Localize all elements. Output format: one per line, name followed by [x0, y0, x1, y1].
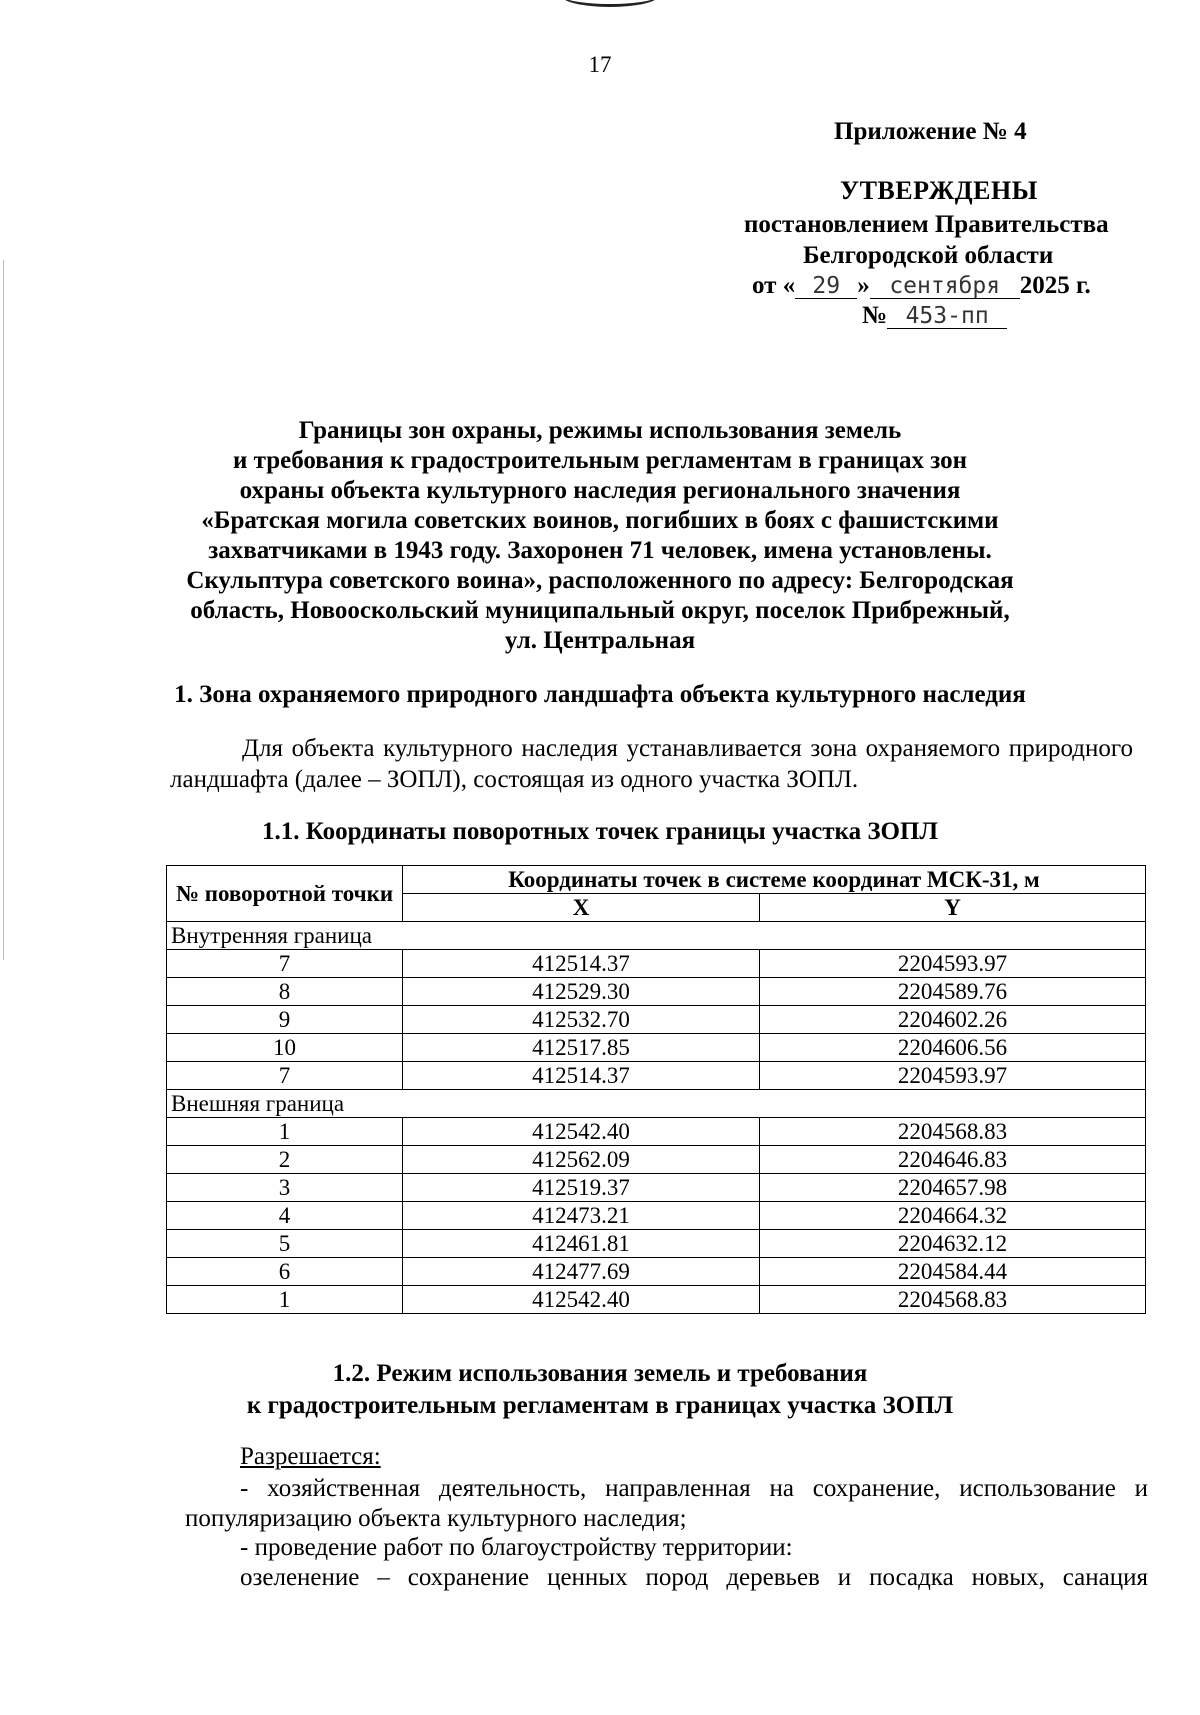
group-row-inner: Внутренняя граница	[167, 922, 1146, 950]
cell-point: 2	[167, 1146, 403, 1174]
cell-y: 2204602.26	[760, 1006, 1146, 1034]
cell-y: 2204568.83	[760, 1118, 1146, 1146]
cell-x: 412473.21	[403, 1202, 760, 1230]
allowed-item-1: - хозяйственная деятельность, направленная на сохранение, использование и популяризацию объекта культурного наследия;	[185, 1475, 1148, 1532]
cell-point: 3	[167, 1174, 403, 1202]
cell-point: 1	[167, 1118, 403, 1146]
appendix-label: Приложение № 4	[834, 118, 1027, 145]
cell-y: 2204646.83	[760, 1146, 1146, 1174]
table-row	[167, 1230, 1146, 1258]
approver-line-1: постановлением Правительства	[744, 211, 1109, 238]
title-line: охраны объекта культурного наследия регионального значения	[239, 477, 961, 504]
cell-x: 412514.37	[403, 1062, 760, 1090]
number-field: 453-пп	[887, 304, 1007, 329]
cell-point: 7	[167, 950, 403, 978]
allowed-item-2: - проведение работ по благоустройству территории:	[240, 1534, 793, 1561]
date-day-field: 29	[795, 274, 857, 299]
cell-y: 2204593.97	[760, 1062, 1146, 1090]
date-year: 2025 г.	[1019, 272, 1091, 299]
title-line: захватчиками в 1943 году. Захоронен 71 человек, имена установлены.	[208, 537, 992, 564]
cell-y: 2204657.98	[760, 1174, 1146, 1202]
header-y: Y	[760, 894, 1146, 922]
cell-y: 2204568.83	[760, 1286, 1146, 1314]
date-mid: »	[857, 272, 870, 299]
cell-x: 412517.85	[403, 1034, 760, 1062]
approver-line-2: Белгородской области	[803, 242, 1054, 269]
cell-x: 412529.30	[403, 978, 760, 1006]
header-x: X	[403, 894, 760, 922]
title-line: Границы зон охраны, режимы использования земель	[298, 417, 902, 444]
title-line: «Братская могила советских воинов, погибших в боях с фашистскими	[201, 507, 999, 534]
allowed-item-3: озеленение – сохранение ценных пород деревьев и посадка новых, санация	[240, 1564, 1148, 1591]
table-row	[167, 1146, 1146, 1174]
cell-y: 2204606.56	[760, 1034, 1146, 1062]
section-1-2-heading	[0, 1358, 1200, 1422]
table-row	[167, 1062, 1146, 1090]
cell-point: 8	[167, 978, 403, 1006]
cell-x: 412562.09	[403, 1146, 760, 1174]
title-line: Скульптура советского воина», расположенного по адресу: Белгородская	[186, 567, 1014, 594]
cell-x: 412542.40	[403, 1286, 760, 1314]
table-row	[167, 1258, 1146, 1286]
section-1-heading: 1. Зона охраняемого природного ландшафта объекта культурного наследия	[174, 681, 1026, 708]
table-row	[167, 978, 1146, 1006]
cell-point: 1	[167, 1286, 403, 1314]
scan-edge-line	[3, 260, 4, 960]
document-title	[160, 416, 1040, 656]
approval-number	[862, 302, 1007, 330]
approval-date	[752, 272, 1091, 300]
cell-y: 2204664.32	[760, 1202, 1146, 1230]
cell-x: 412542.40	[403, 1118, 760, 1146]
table-row	[167, 1006, 1146, 1034]
table-row	[167, 1202, 1146, 1230]
date-month-field: сентября	[870, 274, 1020, 299]
table-row	[167, 1174, 1146, 1202]
title-line: область, Новооскольский муниципальный округ, поселок Прибрежный,	[190, 597, 1010, 624]
title-line: ул. Центральная	[504, 627, 696, 654]
section-1-2-heading-line-2: к градостроительным регламентам в границах участка ЗОПЛ	[246, 1392, 954, 1419]
header-coordinates: Координаты точек в системе координат МСК-31, м	[403, 866, 1146, 894]
cell-point: 4	[167, 1202, 403, 1230]
section-1-1-heading: 1.1. Координаты поворотных точек границы участка ЗОПЛ	[261, 818, 939, 845]
cell-x: 412461.81	[403, 1230, 760, 1258]
cell-point: 6	[167, 1258, 403, 1286]
page-number: 17	[588, 52, 612, 77]
table-row	[167, 1034, 1146, 1062]
cell-y: 2204593.97	[760, 950, 1146, 978]
allowed-label: Разрешается:	[240, 1443, 381, 1470]
cell-y: 2204632.12	[760, 1230, 1146, 1258]
table-row	[167, 1118, 1146, 1146]
section-1-paragraph: Для объекта культурного наследия устанавливается зона охраняемого природного ландшафта (далее – ЗОПЛ), состоящая из одного участка ЗОПЛ.	[170, 735, 1133, 793]
table-row	[167, 950, 1146, 978]
cell-x: 412532.70	[403, 1006, 760, 1034]
header-point-number: № поворотной точки	[167, 866, 403, 922]
cell-point: 9	[167, 1006, 403, 1034]
section-1-2-heading-line-1: 1.2. Режим использования земель и требования	[332, 1360, 868, 1387]
approved-label: УТВЕРЖДЕНЫ	[840, 176, 1038, 205]
cell-point: 5	[167, 1230, 403, 1258]
cell-y: 2204589.76	[760, 978, 1146, 1006]
number-prefix: №	[862, 302, 888, 329]
group-row-outer: Внешняя граница	[167, 1090, 1146, 1118]
date-prefix: от «	[752, 272, 796, 299]
cell-point: 7	[167, 1062, 403, 1090]
coordinates-table	[166, 865, 1146, 1314]
cell-point: 10	[167, 1034, 403, 1062]
cell-y: 2204584.44	[760, 1258, 1146, 1286]
table-row	[167, 1286, 1146, 1314]
cell-x: 412519.37	[403, 1174, 760, 1202]
cell-x: 412514.37	[403, 950, 760, 978]
title-line: и требования к градостроительным регламентам в границах зон	[232, 447, 968, 474]
binding-mark	[560, 0, 660, 7]
cell-x: 412477.69	[403, 1258, 760, 1286]
